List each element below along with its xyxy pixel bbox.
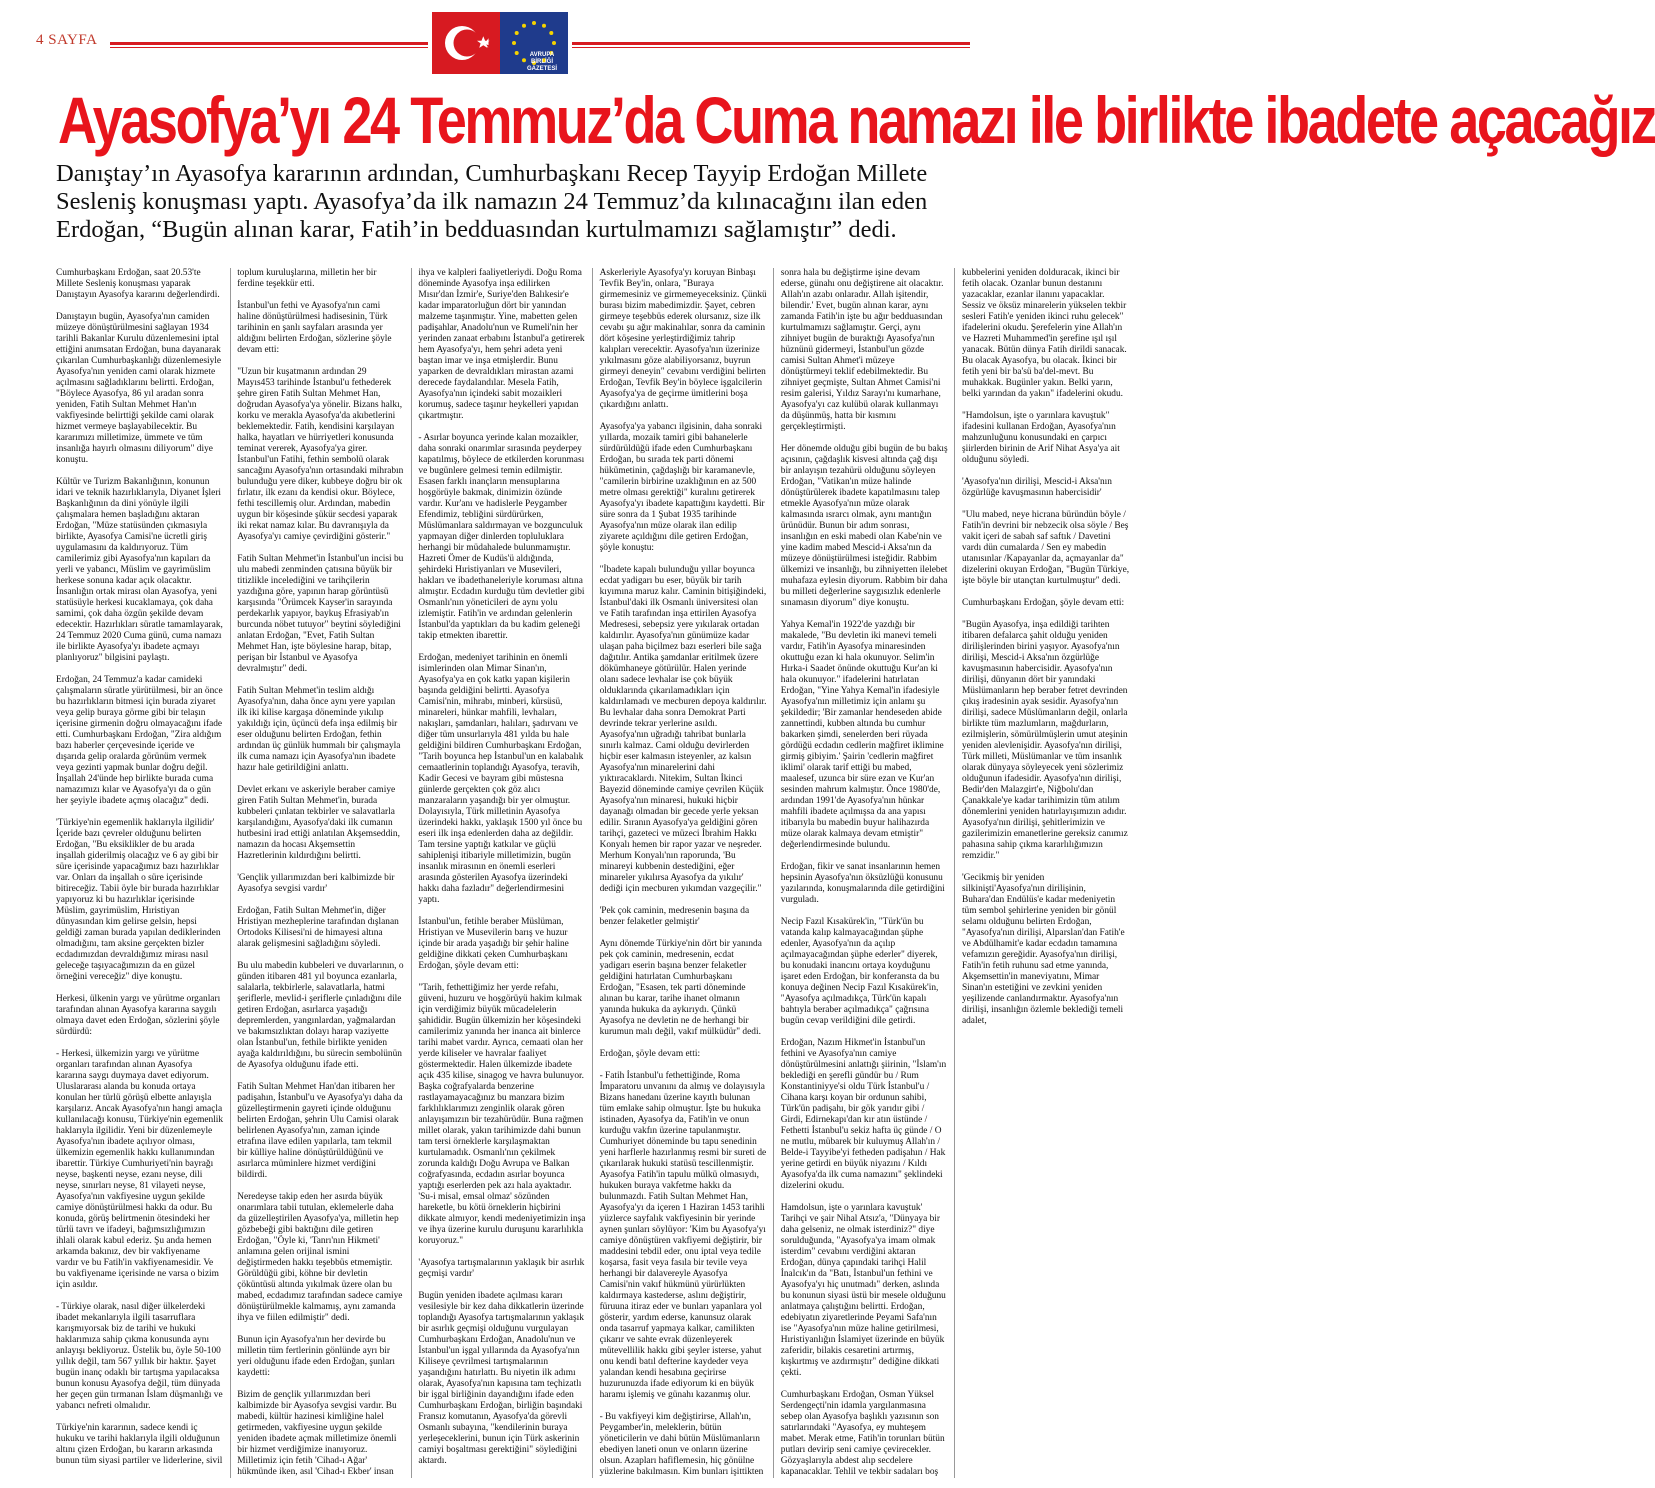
- article-paragraph: Aynı dönemde Türkiye'nin dört bir yanında pek çok caminin, medresenin, ecdat yadigarı eserin başına benzer felaketler geldiğini hatırlatan Cumhurbaşkanı Erdoğan, "Esasen, tek parti döneminde alınan bu karar, tarihe ihanet olmanın yanında hukuka da aykırıydı. Çünkü Ayasofya ne devletin ne de herhangi bir kurumun malı değil, vakıf mülküdür" dedi.: [599, 939, 762, 1037]
- article-paragraph: - Bu vakfiyeyi kim değiştirirse, Allah'ın, Peygamber'in, meleklerin, bütün yöneticilerin ve dahi bütün Müslümanların ebediyen laneti onun ve onların üzerine olsun. Azapları hafiflemesin, hiç gönülne yüzlerine bakılmasın. Kim bunları işittikten sonra hala bu değiştirme işine devam ederse, günahı onu değiştirene ait olacaktır. Allah'ın azabı onlaradır. Allah işitendir, bilendir.' Evet, bugün alınan karar, aynı zamanda Fatih'in işte bu ağır bedduasından kurtulmamızı sağlamıştır. Gerçi, aynı zihniyet bugün de buraktığı Ayasofya'nın hüznünü gidermeyi, İstanbul'un gözde camisi Sultan Ahmet'i müzeye dönüştürmeyi teklif edebilmektedir. Bu zihniyet geçmişte, Sultan Ahmet Camisi'ni resim galerisi, Yıldız Sarayı'nı kumarhane, Ayasofya'yı caz kulübü olarak kullanmayı da düşünmüş, hatta bir kısmını gerçekleştirmişti.: [599, 268, 944, 1477]
- article-paragraph: Her dönemde olduğu gibi bugün de bu bakış açısının, çağdaşlık kisvesi altında çağ dışı bir anlayışın tezahürü olduğunu söyleyen Erdoğan, "Vatikan'ın müze halinde dönüştürülerek ibadete kapatılmasını talep etmekle Ayasofya'nın müze olarak kalmasında ısrarcı olmak, aynı mantığın ürünüdür. Bunun bir adım sonrası, insanlığın en eski mabedi olan Kabe'nin ve yine kadim mabed Mescid-i Aksa'nın da müzeye dönüştürülmesi isteğidir. Rabbim ülkemizi ve insanlığı, bu zihniyetten ilelebet muhafaza eylesin diyorum. Rabbim bir daha bu milleti değerlerine saygısızlık edenlerle sınamasın diyorum" diye konuştu.: [780, 444, 948, 608]
- article-paragraph: Fatih Sultan Mehmet Han'dan itibaren her padişahın, İstanbul'u ve Ayasofya'yı daha da güzelleştirmenin gayreti içinde olduğunu belirten Erdoğan, şehrin Ulu Camisi olarak belirlenen Ayasofya'nın, zaman içinde etrafına ilave edilen yapılarla, tam tekmil bir külliye haline dönüştürüldüğünü ve asırlarca müminlere hizmet verdiğini bildirdi.: [237, 1082, 403, 1180]
- article-headline: Ayasofya’yı 24 Temmuz’da Cuma namazı ile birlikte ibadete açacağız: [58, 83, 1655, 157]
- article-paragraph: "Hamdolsun, işte o yarınlara kavuştuk" ifadesini kullanan Erdoğan, Ayasofya'nın mahzunluğunu konusundaki en çarpıcı şiirlerden birinin de Arif Nihat Asya'ya ait olduğunu söyledi.: [961, 411, 1120, 465]
- article-paragraph: Bugün yeniden ibadete açılması kararı vesilesiyle bir kez daha dikkatlerin üzerinde toplandığı Ayasofya tartışmalarının yaklaşık bir asırlık geçmişi olduğunu vurgulayan Cumhurbaşkanı Erdoğan, Anadolu'nun ve İstanbul'un işgal yıllarında da Ayasofya'nın Kiliseye çevrilmesi tartışmalarının yaşandığını hatırlattı. Bu niyetin ilk adımı olarak, Ayasofya'nın kapısına tam teçhizatlı bir işgal birliğinin dayandığını ifade eden Cumhurbaşkanı Erdoğan, birliğin başındaki Fransız komutanın, Ayasofya'da görevli Osmanlı subayına, "kendilerinin buraya yerleşeceklerini, bunun için Türk askerinin camiyi boşaltması gerektiğini" söylediğini aktardı.: [418, 1291, 584, 1466]
- article-paragraph: 'Ayasofya tartışmalarının yaklaşık bir asırlık geçmişi vardır': [418, 1258, 585, 1279]
- article-paragraph: Erdoğan, şöyle devam etti:: [599, 1049, 701, 1059]
- article-paragraph: Erdoğan, Nazım Hikmet'in İstanbul'un fethini ve Ayasofya'nın camiye dönüştürülmesini anlattığı şiirinin, "İslam'ın beklediği en şerefli gündür bu / Rum Konstantiniyye'si oldu Türk İstanbul'u / Cihana karşı koyan bir ordunun sahibi, Türk'ün padişahı, bir gök yarıdır gibi / Girdi, Edirnekapı'dan kır atın üstünde / Fethetti İstanbul'u sekiz hafta üç günde / O ne mutlu, mübarek bir kuluymuş Allah'ın / Belde-i Tayyibe'yi fetheden padişahın / Hak yerine getirdi en büyük niyazını / Kıldı Ayasofya'da ilk cuma namazını" şeklindeki dizelerini okudu.: [780, 1038, 947, 1191]
- article-paragraph: - Herkesi, ülkemizin yargı ve yürütme organları tarafından alınan Ayasofya kararına saygı duymaya davet ediyorum. Uluslararası alanda bu konuda ortaya konulan her türlü görüşü elbette anlayışla karşılarız. Ancak Ayasofya'nın hangi amaçla kullanılacağı konusu, Türkiye'nin egemenlik haklarıyla ilgilidir. Yeni bir düzenlemeyle Ayasofya'nın ibadete açılıyor olması, ülkemizin egemenlik hakkı kullanımından ibarettir. Türkiye Cumhuriyeti'nin bayrağı neyse, başkenti neyse, ezanı neyse, dili neyse, sınırları neyse, 81 vilayeti neyse, Ayasofya'nın vakfiyesine uygun şekilde camiye dönüştürülmesi hakkı da odur. Bu konuda, görüş belirtmenin ötesindeki her türlü tavrı ve ifadeyi, bağımsızlığımızın ihlali olarak kabul ederiz. Şu anda hemen arkamda bakınız, dev bir vakfiyename vardır ve bu Fatih'in vakfiyenamesidir. Ve bu vakfiyename içerisinde ne varsa o bizim için asıldır.: [56, 1049, 224, 1290]
- article-paragraph: Necip Fazıl Kısakürek'in, "Türk'ün bu vatanda kalıp kalmayacağından şüphe edenler, Ayasofya'nın da açılıp açılmayacağından şüphe ederler" diyerek, bu konudaki inancını ortaya koyduğunu işaret eden Erdoğan, bir konferansta da bu konuya değinen Necip Fazıl Kısakürek'in, "Ayasofya açılmadıkça, Türk'ün kapalı bahtıyla beraber açılmadıkça" çağrısına bugün cevap verildiğini dile getirdi.: [780, 917, 940, 1026]
- newspaper-logo: [432, 12, 568, 74]
- article-paragraph: 'Türkiye'nin egemenlik haklarıyla ilgilidir' İçeride bazı çevreler olduğunu belirten Erdoğan, "Bu eksiklikler de bu arada inşallah giderilmiş olacağız ve 6 ay gibi bir süre içerisinde yapacağımız bazı hazırlıklar var. Onları da inşallah o süre içerisinde bitireceğiz. Tabii öyle bir burada hazırlıklar yapıyoruz ki bu hazırlıklar içerisinde Müslim, gayrimüslim, Hıristiyan dünyasından kim gelirse gelsin, hepsi geldiği zaman burada yapılan dediklerinden olmadığını, tam aksine gerçekten bizler ecdadımızdan devraldığımız mirası nasıl geleceğe taşıyacağımızın da en güzel örneğini vereceğiz" diye konuştu.: [56, 818, 221, 982]
- article-paragraph: Cumhurbaşkanı Erdoğan, saat 20.53'te Millete Sesleniş konuşması yaparak Danıştayın Ayasofya kararını değerlendirdi.: [56, 268, 220, 300]
- article-paragraph: "İbadete kapalı bulunduğu yıllar boyunca ecdat yadigarı bu eser, büyük bir tarih kıyımına maruz kalır. Caminin bitişiğindeki, İstanbul'daki ilk Osmanlı üniversitesi olan ve Fatih tarafından inşa ettirilen Ayasofya Medresesi, sebepsiz yere yıkılarak ortadan kaldırılır. Ayasofya'nın günümüze kadar ulaşan paha biçilmez bazı eserleri bile sağa dağıtılır. Antika şamdanlar eritilmek üzere dökümhaneye götürülür. Halen yerinde olanı sadece levhalar ise çok büyük olduklarında çıkarılamadıkları için kaldırılamadı ve mecburen depoya kaldırılır. Bu levhalar daha sonra Demokrat Parti devrinde tekrar yerlerine asıldı. Ayasofya'nın uğradığı tahribat bunlarla sınırlı kalmaz. Cami olduğu devirlerden hiçbir eser kalmasın isteyenler, az kalsın Ayasofya'nın minarelerini dahi yıktıracaklardı. Nitekim, Sultan İkinci Bayezid döneminde camiye çevrilen Küçük Ayasofya'nın minaresi, hukuki hiçbir dayanağı olmadan bir gecede yerle yeksan edilir. Sıranın Ayasofya'ya geldiğini gören tarihçi, gazeteci ve müzeci İbrahim Hakkı Konyalı hemen bir rapor yazar ve neşreder. Merhum Konyalı'nın raporunda, 'Bu minareyi kubbenin destediğini, eğer minareler yıkılırsa Ayasofya da yıkılır' dediği için mecburen yıkımdan vazgeçilir.": [599, 565, 767, 894]
- article-paragraph: Bizim de gençlik yıllarımızdan beri kalbimizde bir Ayasofya sevgisi vardır. Bu mabedi, kültür hazinesi kimliğine halel getirmeden, vakfiyesine uygun şekilde yeniden ibadete açmak milletimize önemli bir hizmet verdiğimize inanıyoruz. Milletimiz için fetih 'Cihad-ı Ağar' hükmünde iken, asıl 'Cihad-ı Ekber' insan ihya ve kalpleri faaliyetleriydi. Doğu Roma döneminde Ayasofya inşa edilirken Mısır'dan İzmir'e, Suriye'den Balıkesir'e kadar imparatorluğun dört bir yanından malzeme taşınmıştır. Yine, mabetten gelen padişahlar, Anadolu'nun ve Rumeli'nin her yerinden zanaat erbabını İstanbul'a getirerek hem Ayasofya'yı, hem şehri adeta yeni baştan imar ve inşa etmişlerdir. Bunu yaparken de devraldıkları mirastan azami derecede faydalandılar. Mesela Fatih, Ayasofya'nın içindeki sabit mozaikleri korumuş, sadece taşınır heykelleri yapıdan çıkartmıştır.: [237, 268, 585, 1477]
- article-paragraph: - Fatih İstanbul'u fethettiğinde, Roma İmparatoru unvanını da almış ve dolayısıyla Bizans hanedanı üzerine kayıtlı bulunan tüm emlake sahip olmuştur. İşte bu hukuka istinaden, Ayasofya da, Fatih'in ve onun kurduğu vakfın üzerine tapulanmıştır. Cumhuriyet döneminde bu tapu senedinin yeni harflerle hazırlanmış resmi bir sureti de çıkarılarak hukuki statüsü tescillenmiştir. Ayasofya Fatih'in tapulu mülkü olmasıydı, hukuken buraya vakfetme hakkı da bulunmazdı. Fatih Sultan Mehmet Han, Ayasofya'yı da içeren 1 Haziran 1453 tarihli yüzlerce sayfalık vakfiyesinin bir yerinde aynen şunları söylüyor: 'Kim bu Ayasofya'yı camiye dönüştüren vakfiyemi değiştirir, bir maddesini tebdil eder, onu iptal veya tedile koşarsa, fasit veya fasıla bir tevile veya herhangi bir dalavereyle Ayasofya Camisi'nin vakıf hükmünü yürürlükten kaldırmaya kastederse, aslını değiştirir, füruuna itiraz eder ve bunları yapanlara yol gösterir, yardım ederse, kanunsuz olarak onda tasarruf yapmaya kalkar, camilikten çıkarır ve sahte evrak düzenleyerek mütevellilik hakkı gibi şeyler isterse, yahut onu kendi batıl defterine kaydeder veya yalandan kendi hesabına geçirirse huzurunuzda ifade ediyorum ki en büyük haramı işlemiş ve günahı kazanmış olur.: [599, 1071, 767, 1400]
- article-paragraph: - Asırlar boyunca yerinde kalan mozaikler, daha sonraki onarımlar sırasında peyderpey kapatılmış, böylece de etkilerden korunması ve bugünlere gelmesi temin edilmiştir. Esasen farklı inançların mensuplarına hoşgörüyle bakmak, dinimizin özünde vardır. Kur'anı ve hadislerle Peygamber Efendimiz, tebliğini sürdürürken, Müslümanlara saldırmayan ve bozgunculuk yapmayan diğer dinlerden topluluklara herhangi bir müdahalede bulunmamıştır. Hazreti Ömer de Kudüs'ü aldığında, şehirdeki Hıristiyanları ve Musevileri, hakları ve ibadethaneleriyle koruması altına almıştır. Ecdadın kurduğu tüm devletler gibi Osmanlı'nın yöneticileri de aynı yolu izlemiştir. Fatih'in ve ardından gelenlerin İstanbul'da yaptıkları da bu kadim geleneği takip etmekten ibarettir.: [418, 433, 585, 641]
- article-paragraph: Erdoğan, 24 Temmuz'a kadar camideki çalışmaların süratle yürütülmesi, bir an önce bu hazırlıkların bitmesi için burada ziyaret veya gelip buraya görme gibi bir telaşın içerisine girmenin doğru olmayacağını ifade etti. Cumhurbaşkanı Erdoğan, "Zira aldığım bazı haberler çerçevesinde içeride ve dışarıda gelip oralarda görünüm vermek veya gezinti yapmak bunlar doğru değil. İnşallah 24'ünde hep birlikte burada cuma namazımızı kılar ve Ayasofya'yı da o gün her şeyiyle ibadete açmış olacağız" dedi.: [56, 675, 223, 806]
- article-paragraph: Erdoğan, medeniyet tarihinin en önemli isimlerinden olan Mimar Sinan'ın, Ayasofya'ya en çok katkı yapan kişilerin başında geldiğini belirtti. Ayasofya Camisi'nin, mihrabı, minberi, kürsüsü, minareleri, hünkar mahfili, levhaları, nakışları, şamdanları, halıları, şadırvanı ve diğer tüm unsurlarıyla 481 yılda bu hale geldiğini bildiren Cumhurbaşkanı Erdoğan, "Tarih boyunca hep İstanbul'un en kalabalık cemaatlerinin toplandığı Ayasofya, teravih, Kadir Gecesi ve bayram gibi müstesna günlerde gerçekten çok göz alıcı manzaraların yaşandığı bir yer olmuştur. Dolayısıyla, Türk milletinin Ayasofya üzerindeki hakkı, yaklaşık 1500 yıl önce bu eseri ilk inşa edenlerden daha az değildir. Tam tersine yaptığı katkılar ve güçlü sahiplenişi itibariyle milletimizin, bugün insanlık mirasının en önemli eserleri arasında gösterilen Ayasofya üzerindeki hakkı daha fazladır" değerlendirmesini yaptı.: [418, 653, 584, 905]
- article-paragraph: "Uzun bir kuşatmanın ardından 29 Mayıs453 tarihinde İstanbul'u fethederek şehre giren Fatih Sultan Mehmet Han, doğrudan Ayasofya'ya yönelir. Bizans halkı, korku ve merakla Ayasofya'da akıbetlerini beklemektedir. Fatih, kendisini karşılayan halka, hayatları ve hürriyetleri konusunda teminat vererek, Ayasofya'ya girer. İstanbul'un Fatihi, fethin sembolü olarak sancağını Ayasofya'nın ortasındaki mihrabın bulunduğu yere diker, kubbeye doğru bir ok fırlatır, ilk ezanı da kendisi okur. Böylece, fethi tescillemiş olur. Ardından, mabedin uygun bir köşesinde şükür secdesi yaparak iki rekat namaz kılar. Bu davranışıyla da Ayasofya'yı camiye çevirdiğini gösterir.": [237, 367, 404, 542]
- header-rule-left: [110, 42, 428, 45]
- article-paragraph: 'Gençlik yıllarımızdan beri kalbimizde bir Ayasofya sevgisi vardır': [237, 873, 395, 894]
- article-paragraph: 'Gecikmiş bir yeniden silkinişti'Ayasofya'nın dirilişinin, Buhara'dan Endülüs'e kadar medeniyetin tüm sembol şehirlerine yeniden bir gönül selamı olduğunu belirten Erdoğan, "Ayasofya'nın dirilişi, Alparslan'dan Fatih'e ve Abdülhamit'e kadar ecdadın tamamına vefamızın gereğidir. Ayasofya'nın dirilişi, Fatih'in fetih ruhunu sad etme yanında, Akşemsettin'in maneviyatını, Mimar Sinan'ın estetiğini ve zevkini yeniden yeşilizende canlandırmaktır. Ayasofya'nın dirilişi, insanlığın özlemle beklediği temeli adalet,: [961, 873, 1125, 1026]
- article-paragraph: Cumhurbaşkanı Erdoğan, şöyle devam etti:: [961, 598, 1125, 608]
- article-paragraph: 'Pek çok caminin, medresenin başına da benzer felaketler gelmiştir': [599, 906, 750, 927]
- article-paragraph: Askerleriyle Ayasofya'yı koruyan Binbaşı Tevfik Bey'in, onlara, "Buraya girmemesiniz ve girmemeyeceksiniz. Çünkü burası bizim mabedimizdir. Şayet, cebren girmeye teşebbüs ederek olursanız, size ilk cevabı şu ağır makinalılar, sonra da caminin dört köşesine yerleştirdiğimiz tahrip kalıpları verecektir. Ayasofya'nın üzerinize yıkılmasını göze alabiliyorsanız, buyrun girmeyi deneyin" cevabını verdiğini belirten Erdoğan, Tevfik Bey'in böylece işgalcilerin Ayasofya'ya de geçirme ümitlerini boşa çıkardığını anlattı.: [599, 268, 767, 410]
- article-paragraph: Devlet erkanı ve askeriyle beraber camiye giren Fatih Sultan Mehmet'in, burada kubbeleri çınlatan tekbirler ve salavatlarla karşılandığını, Ayasofya'daki ilk cumanın hutbesini irad ettiği anlatılan Akşemseddin, namazın da hocası Akşemsettin Hazretlerinin kıldırdığını belirtti.: [237, 785, 400, 861]
- header-rule-right: [572, 42, 970, 45]
- article-paragraph: Türkiye'nin kararının, sadece kendi iç hukuku ve tarihi haklarıyla ilgili olduğunun altını çizen Erdoğan, bu kararın arkasında bunun tüm siyasi partiler ve liderlerine, sivil toplum kuruluşlarına, milletin her bir ferdine teşekkür etti.: [56, 268, 377, 1466]
- logo-caption: AVRUPA BİRLİĞİ GAZETESİ: [526, 52, 557, 72]
- article-paragraph: Hamdolsun, işte o yarınlara kavuştuk' Tarihçi ve şair Nihal Atsız'a, "Dünyaya bir daha gelseniz, ne olmak isterdiniz?" diye sorulduğunda, "Ayasofya'ya imam olmak isterdim" cevabını verdiğini aktaran Erdoğan, dünya çapındaki tarihçi Halil İnalcık'ın da "Batı, İstanbul'un fethini ve Ayasofya'yı hiç unutmadı" derken, aslında bu konunun siyasi üstü bir mesele olduğunu anlatmaya çalıştığını belirtti. Erdoğan, edebiyatın ziyaretlerinde Peyami Safa'nın ise "Ayasofya'nın müze haline getirilmesi, Hıristiyanlığın İslamiyet üzerinde en büyük zaferidir, bilakis cesaretini artırmış, kışkırtmış ve azdırmıştır" dediğine dikkati çekti.: [780, 1203, 946, 1378]
- article-paragraph: 'Ayasofya'nın dirilişi, Mescid-i Aksa'nın özgürlüğe kavuşmasının habercisidir': [961, 477, 1112, 498]
- article-paragraph: İstanbul'un, fetihle beraber Müslüman, Hristiyan ve Musevilerin barış ve huzur içinde bir arada yaşadığı bir şehir haline geldiğine dikkati çeken Cumhurbaşkanı Erdoğan, şöyle devam etti:: [418, 917, 569, 971]
- turkish-flag-icon: [432, 12, 500, 74]
- article-paragraph: Erdoğan, fikir ve sanat insanlarının hemen hepsinin Ayasofya'nın öksüzlüğü konusunu yazılarında, konuşmalarında dile getirdiğini vurguladı.: [780, 862, 945, 905]
- page-header: [0, 0, 1006, 78]
- article-paragraph: Fatih Sultan Mehmet'in İstanbul'un incisi bu ulu mabedi zenminden çatısına büyük bir titizlikle incelediğini ve tarihçilerin yazdığına göre, yapının harap görüntüsü karşısında "Örümcek Kayser'in sarayında perdekarlık yapıyor, baykuş Efrasiyab'ın burcunda nöbet tutuyor" beytini söylediğini anlatan Erdoğan, "Evet, Fatih Sultan Mehmet Han, işte böylesine harap, bitap, perişan bir İstanbul ve Ayasofya devralmıştır" dedi.: [237, 554, 404, 674]
- page-number: 4 SAYFA: [36, 32, 98, 48]
- article-paragraph: Bunun için Ayasofya'nın her devirde bu milletin tüm fertlerinin gönlünde ayrı bir yeri olduğunu ifade eden Erdoğan, şunları kaydetti:: [237, 1335, 395, 1378]
- article-paragraph: İstanbul'un fethi ve Ayasofya'nın cami haline dönüştürülmesi hadisesinin, Türk tarihinin en şanlı sayfaları arasında yer aldığını belirten Erdoğan, sözlerine şöyle devam etti:: [237, 301, 392, 355]
- article-paragraph: "Bugün Ayasofya, inşa edildiği tarihten itibaren defalarca şahit olduğu yeniden dirilişlerinden birini yaşıyor. Ayasofya'nın dirilişi, Mescid-i Aksa'nın özgürlüğe kavuşmasının habercisidir. Ayasofya'nın dirilişi, dünyanın dört bir yanındaki Müslümanların hep beraber fetret devrinden çıkış iradesinin ayak sesidir. Ayasofya'nın dirilişi, sadece Müslümanların değil, onlarla birlikte tüm mazlumların, mağdurların, ezilmişlerin, sömürülmüşlerin umut ateşinin yeniden alevlenişidir. Ayasofya'nın dirilişi, Türk milleti, Müslümanlar ve tüm insanlık olarak dünyaya söyleyecek yeni sözlerimiz olduğunun ifadesidir. Ayasofya'nın dirilişi, Bedir'den Malazgirt'e, Niğbolu'dan Çanakkale'ye kadar tarihimizin tüm atılım dönemlerini yeniden hatırlayışımızın adıdır. Ayasofya'nın dirilişi, şehitlerimizin ve gazilerimizin emanetlerine gereksiz canımız pahasına sahip çıkma kararlılığımızın remzidir.": [961, 620, 1128, 861]
- article-paragraph: "Tarih, fethettiğimiz her yerde refahı, güveni, huzuru ve hoşgörüyü hakim kılmak için verdiğimiz büyük mücadelelerin şahididir. Bugün ülkemizin her köşesindeki camilerimiz yanında her inanca ait binlerce tarihi mabet vardır. Ayrıca, cemaati olan her yerde kiliseler ve havralar faaliyet göstermektedir. Halen ülkemizde ibadete açık 435 kilise, sinagog ve havra bulunuyor. Başka coğrafyalarda benzerine rastlayamayacağınız bu manzara bizim farklılıklarımızı zenginlik olarak gören anlayışımızın bir tezahürüdür. Buna rağmen millet olarak, yakın tarihimizde dahi bunun tam tersi örneklerle karşılaşmaktan kurtulamadık. Osmanlı'nın çekilmek zorunda kaldığı Doğu Avrupa ve Balkan coğrafyasında, ecdadın asırlar boyunca yaptığı eserlerden pek azı hala ayaktadır. 'Su-i misal, emsal olmaz' sözünden hareketle, bu kötü örneklerin hiçbirini dikkate almıyor, kendi medeniyetimizin inşa ve ihya üzerine kurulu duruşunu kararlılıkla koruyoruz.": [418, 983, 586, 1246]
- header-rule-right-thin: [572, 47, 970, 48]
- article-lead: Danıştay’ın Ayasofya kararının ardından, Cumhurbaşkanı Recep Tayyip Erdoğan Millete Sesleniş konuşması yaptı. Ayasofya’da ilk namazın 24 Temmuz’da kılınacağını ilan eden Erdoğan, “Bugün alınan karar, Fatih’in bedduasından kurtulmamızı sağlamıştır” dedi.: [56, 160, 928, 243]
- article-body: [56, 268, 1130, 1478]
- article-paragraph: "Ulu mabed, neye hicrana büründün böyle / Fatih'in devrini bir nebzecik olsa söyle / Beş vakit içeri de sabah saf saftık / Davetini vardı dün cumalarda / Sen ey mabedin utanısınlar /Kapayanlar da, açmayanlar da" dizelerini okuyan Erdoğan, "Bugün Türkiye, işte böyle bir utançtan kurtulmuştur" dedi.: [961, 510, 1130, 586]
- article-paragraph: Herkesi, ülkenin yargı ve yürütme organları tarafından alınan Ayasofya kararına saygılı olmaya davet eden Erdoğan, sözlerini şöyle sürdürdü:: [56, 994, 221, 1037]
- article-paragraph: Yahya Kemal'in 1922'de yazdığı bir makalede, "Bu devletin iki manevi temeli vardır, Fatih'in Ayasofya minaresinden okuttuğu ezan ki hala okunuyor. Selim'in Hırka-i Saadet önünde okuttuğu Kur'an ki hala okunuyor." ifadelerini hatırlatan Erdoğan, "Yine Yahya Kemal'in ifadesiyle Ayasofya'nın milletimiz için anlamı şu şekildedir; 'Bir zamanlar hendeseden abide zannettindi, kubben altında bu cumhur bakarken şimdi, senelerden beri rüyada gördüğü ecdadın cedlerin mağfiret iklimine girmiş gibiyim.' Şairin 'cedlerin mağfiret iklimi' olarak tarif ettiği bu mabed, maalesef, uzunca bir süre ezan ve Kur'an sesinden mahrum kalmıştır. Önce 1980'de, ardından 1991'de Ayasofya'nın hünkar mahfili ibadete açılmışsa da ana yapısı itibarıyla bu mabedin buyur halihazırda müze olarak kalmaya devam etmiştir" değerlendirmesinde bulundu.: [780, 620, 944, 850]
- article-paragraph: Kültür ve Turizm Bakanlığının, konunun idari ve teknik hazırlıklarıyla, Diyanet İşleri Başkanlığının da dini yönüyle ilgili çalışmalara hemen başladığını aktaran Erdoğan, "Müze statüsünden çıkmasıyla birlikte, Ayasofya Camisi'ne ücretli giriş uygulamasını da kaldırıyoruz. Tüm camilerimiz gibi Ayasofya'nın kapıları da yerli ve yabancı, Müslim ve gayrimüslim herkese sonuna kadar açık olacaktır. İnsanlığın ortak mirası olan Ayasofya, yeni statüsüyle herkesi kucaklamaya, çok daha samimi, çok daha özgün şekilde devam edecektir. Hazırlıkları süratle tamamlayarak, 24 Temmuz 2020 Cuma günü, cuma namazı ile birlikte Ayasofya'yı ibadete açmayı planlıyoruz" bilgisini paylaştı.: [56, 477, 223, 663]
- header-rule-left-thin: [110, 47, 428, 48]
- article-paragraph: Neredeyse takip eden her asırda büyük onarımlara tabii tutulan, eklemelerle daha da güzelleştirilen Ayasofya'ya, milletin hep gözbebeği gibi baktığını dile getiren Erdoğan, "Öyle ki, 'Tanrı'nın Hikmeti' anlamına gelen orijinal ismini değiştirmeden hakkı teşebbüs etmemiştir. Görüldüğü gibi, köhne bir devletin çöküntüsü altında yıkılmak üzere olan bu mabed, ecdadımız tarafından sadece camiye dönüştürülmekle kalmamış, aynı zamanda ihya ve fiilen edilmiştir" dedi.: [237, 1192, 403, 1323]
- article-paragraph: Danıştayın bugün, Ayasofya'nın camiden müzeye dönüştürülmesini sağlayan 1934 tarihli Bakanlar Kurulu düzenlemesini iptal ettiğini anımsatan Erdoğan, buna dayanarak çıkarılan Cumhurbaşkanlığı düzenlemesiyle Ayasofya'nın yeniden cami olarak hizmete açılmasını sağladıklarını belirtti. Erdoğan, "Böylece Ayasofya, 86 yıl aradan sonra yeniden, Fatih Sultan Mehmet Han'ın vakfiyesinde belirttiği şekilde cami olarak hizmet vermeye başlayabilecektir. Bu kararımızı milletimize, ümmete ve tüm insanlığa hayırlı olmasını diliyorum" diye konuştu.: [56, 312, 222, 465]
- article-paragraph: Bu ulu mabedin kubbeleri ve duvarlarının, o günden itibaren 481 yıl boyunca ezanlarla, salalarla, tekbirlerle, salavatlarla, hatmi şeriflerle, mevlid-i şeriflerle çınladığını dile getiren Erdoğan, asırlarca yaşadığı depremlerden, yangınlardan, yağmalardan ve bakımsızlıktan dolayı harap vaziyette olan İstanbul'un, fethile birlikte yeniden ayağa kaldırıldığını, bu sürecin sembolünün de Ayasofya olduğunu ifade etti.: [237, 961, 404, 1070]
- article-paragraph: Cumhurbaşkanı Erdoğan, Osman Yüksel Serdengeçti'nin idamla yargılanmasına sebep olan Ayasofya başlıklı yazısının son satırlarındaki "Ayasofya, ey muhteşem mabet. Merak etme, Fatih'in torunları bütün putları devirip seni camiye çevirecekler. Gözyaşlarıyla abdest alıp secdelere kapanacaklar. Tehlil ve tekbir sadaları boş kubbelerini yeniden dolduracak, ikinci bir fetih olacak. Ozanlar bunun destanını yazacaklar, ezanlar ilanını yapacaklar. Sessiz ve öksüz minarelerin yükselen tekbir sesleri Fatih'e yeniden ikinci ruhu gelecek" ifadelerini okudu. Şerefelerin yine Allah'ın ve Hazreti Muhammed'in şerefine ışıl ışıl yanacak. Bütün dünya Fatih dirildi sanacak. Bu olacak Ayasofya, bu olacak. İkinci bir fetih yeni bir ba'sü ba'del-mevt. Bu muhakkak. Bugünler yakın. Belki yarın, belki yarından da yakın" ifadelerini okudu.: [780, 268, 1127, 1477]
- article-paragraph: Ayasofya'ya yabancı ilgisinin, daha sonraki yıllarda, mozaik tamiri gibi bahanelerle sürdürüldüğü ifade eden Cumhurbaşkanı Erdoğan, bu sırada tek parti dönemi hükümetinin, çağdaşlığı bir karamanevle, "camilerin birbirine uzaklığının en az 500 metre olması gerektiği" kuralını getirerek Ayasofya'yı ibadete kapattığını kaydetti. Bir süre sonra da 1 Şubat 1935 tarihinde Ayasofya'nın müze olarak ilan edilip ziyarete açıldığını dile getiren Erdoğan, şöyle konuştu:: [599, 422, 765, 553]
- article-paragraph: Fatih Sultan Mehmet'in teslim aldığı Ayasofya'nın, daha önce aynı yere yapılan ilk iki kilise kargaşa döneminde yıkılıp yakıldığı için, üçüncü defa inşa edilmiş bir eser olduğunu belirten Erdoğan, fethin ardından üç günlük hummalı bir çalışmayla ilk cuma namazı için Ayasofya'nın ibadete hazır hale getirildiğini anlattı.: [237, 686, 401, 773]
- article-paragraph: Erdoğan, Fatih Sultan Mehmet'in, diğer Hristiyan mezheplerine tarafından dışlanan Ortodoks Kilisesi'ni de himayesi altına alarak gelişmesini sağladığını söyledi.: [237, 906, 399, 949]
- article-paragraph: - Türkiye olarak, nasıl diğer ülkelerdeki ibadet mekanlarıyla ilgili tasarruflara karışmıyorsak biz de tarihi ve hukuki haklarımıza sahip çıkma konusunda aynı anlayışı bekliyoruz. Üstelik bu, öyle 50-100 yıllık değil, tam 567 yıllık bir haktır. Şayet bugün inanç odaklı bir tartışma yapılacaksa bunun konusu Ayasofya değil, tüm dünyada her geçen gün tırmanan İslam düşmanlığı ve yabancı nefreti olmalıdır.: [56, 1302, 223, 1411]
